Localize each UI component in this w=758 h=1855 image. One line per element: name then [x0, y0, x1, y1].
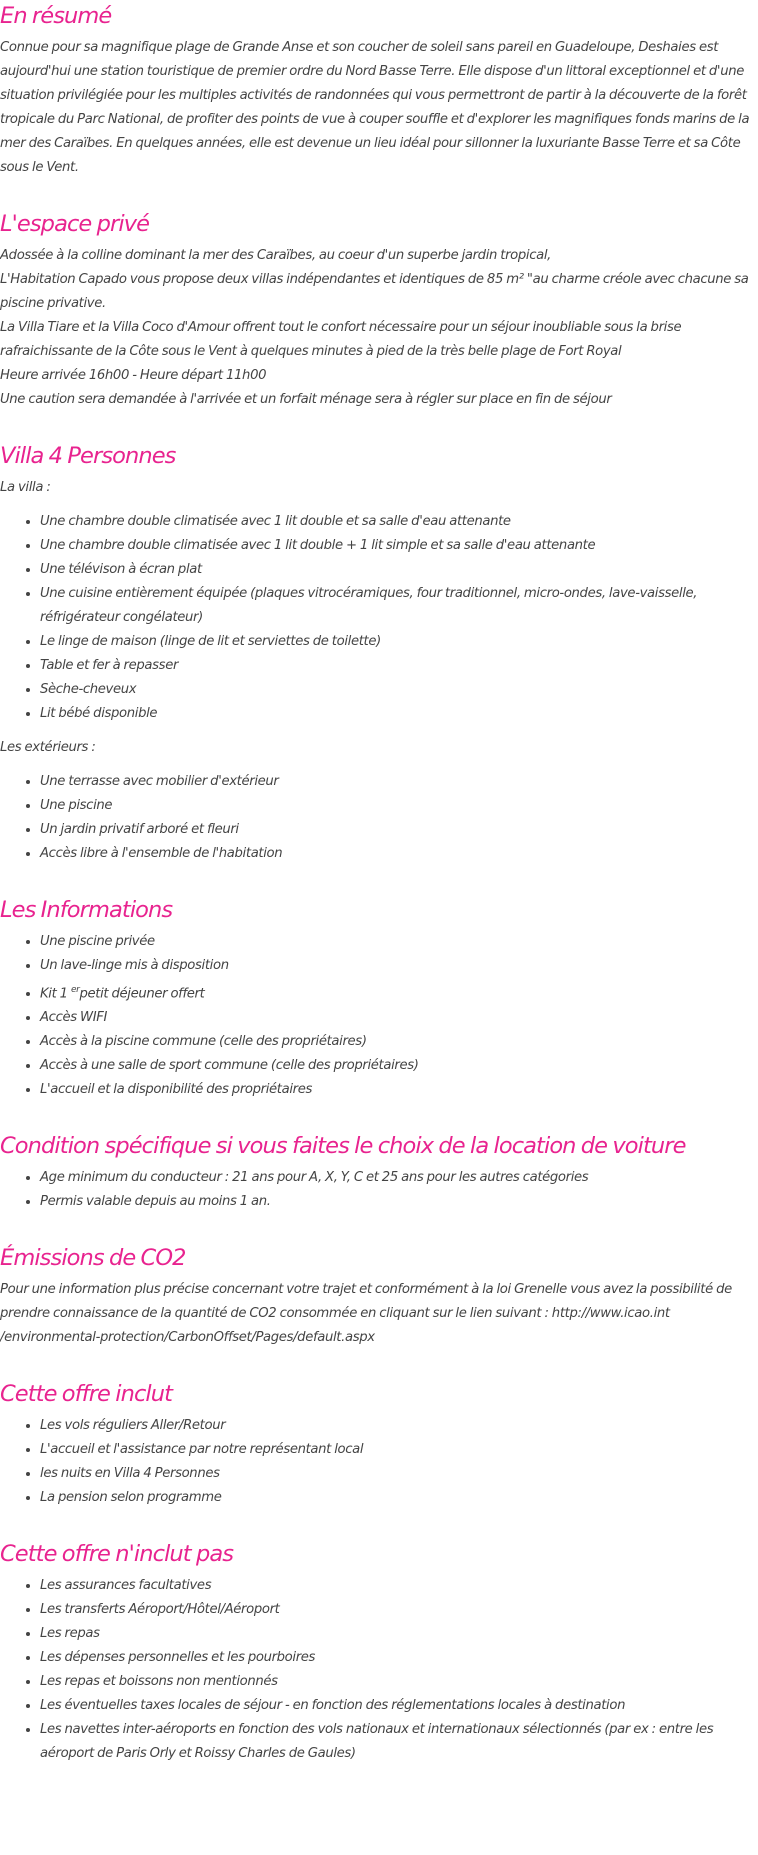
list-item: • Les transferts Aéroport/Hôtel/Aéroport	[40, 1598, 758, 1622]
section-title-espace: L'espace privé	[0, 211, 150, 237]
list-item: • Un jardin privatif arboré et fleuri	[40, 818, 758, 842]
list-item: • les nuits en Villa 4 Personnes	[40, 1462, 758, 1486]
co2-text: Pour une information plus précise concernant votre trajet et conformément à la loi Grenelle vous avez la possibilité de prendre connaissance de la quantité de CO2 consommée en cliquant sur le lien suivant : http://www.icao.int /environmental-protection/CarbonOffset/Pages/default.aspx	[0, 1282, 732, 1346]
list-item: • Sèche-cheveux	[40, 678, 758, 702]
kit-sup: er	[70, 985, 80, 995]
list-item: • L'accueil et l'assistance par notre représentant local	[40, 1438, 758, 1462]
section-title-resume: En résumé	[0, 3, 112, 29]
list-item: • Age minimum du conducteur : 21 ans pour A, X, Y, C et 25 ans pour les autres catégories	[40, 1166, 758, 1190]
list-item: • Permis valable depuis au moins 1 an.	[40, 1190, 758, 1214]
kit-prefix: Kit 1	[40, 986, 68, 1002]
list-item: • Accès libre à l'ensemble de l'habitation	[40, 842, 758, 866]
espace-line: L'Habitation Capado vous propose deux villas indépendantes et identiques de 85 m² "au charme créole avec chacune sa piscine privative.	[0, 272, 749, 311]
condition-list	[0, 1166, 758, 1214]
espace-text	[0, 244, 758, 412]
list-item: • Table et fer à repasser	[40, 654, 758, 678]
inclut-list	[0, 1414, 758, 1510]
section-title-inclut: Cette offre inclut	[0, 1381, 173, 1408]
section-title-condition: Condition spécifique si vous faites le choix de la location de voiture	[0, 1133, 686, 1160]
exclut-list	[0, 1574, 758, 1766]
section-condition-voiture	[0, 1130, 758, 1214]
list-item: • Un lave-linge mis à disposition	[40, 954, 758, 978]
villa-interior-list	[0, 510, 758, 726]
villa-exterior-list	[0, 770, 758, 866]
espace-line: Heure arrivée 16h00 - Heure départ 11h00	[0, 368, 267, 383]
list-item: • Les navettes inter-aéroports en fonction des vols nationaux et internationaux sélectionnés (par ex : entre les aéroport de Paris Orly et Roissy Charles de Gaules)	[40, 1718, 758, 1766]
section-title-co2: Émissions de CO2	[0, 1245, 186, 1272]
section-title-villa: Villa 4 Personnes	[0, 443, 176, 469]
informations-list	[0, 930, 758, 1102]
espace-line: Une caution sera demandée à l'arrivée et un forfait ménage sera à régler sur place en fin de séjour	[0, 392, 612, 407]
section-resume	[0, 0, 758, 180]
list-item: • Les éventuelles taxes locales de séjour - en fonction des réglementations locales à destination	[40, 1694, 758, 1718]
list-item: • Une télévison à écran plat	[40, 558, 758, 582]
espace-line: La Villa Tiare et la Villa Coco d'Amour offrent tout le confort nécessaire pour un séjour inoubliable sous la brise rafraichissante de la Côte sous le Vent à quelques minutes à pied de la très belle plage de Fort Royal	[0, 320, 682, 359]
villa-interior-label: La villa :	[0, 480, 51, 495]
list-item: • Les assurances facultatives	[40, 1574, 758, 1598]
list-item: • Lit bébé disponible	[40, 702, 758, 726]
list-item	[40, 978, 758, 1006]
kit-suffix: petit déjeuner offert	[79, 986, 205, 1002]
section-villa	[0, 440, 758, 866]
list-item: • Les repas	[40, 1622, 758, 1646]
list-item: • Une piscine privée	[40, 930, 758, 954]
list-item: • Les repas et boissons non mentionnés	[40, 1670, 758, 1694]
list-item: • Une chambre double climatisée avec 1 lit double + 1 lit simple et sa salle d'eau attenante	[40, 534, 758, 558]
list-item: • Les dépenses personnelles et les pourboires	[40, 1646, 758, 1670]
list-item: • Une chambre double climatisée avec 1 lit double et sa salle d'eau attenante	[40, 510, 758, 534]
section-espace-prive	[0, 208, 758, 412]
section-exclut	[0, 1538, 758, 1766]
section-title-informations: Les Informations	[0, 897, 173, 923]
espace-line: Adossée à la colline dominant la mer des Caraïbes, au coeur d'un superbe jardin tropical,	[0, 248, 552, 263]
villa-exterior-label: Les extérieurs :	[0, 740, 96, 755]
list-item: • La pension selon programme	[40, 1486, 758, 1510]
list-item: • Une piscine	[40, 794, 758, 818]
list-item: • L'accueil et la disponibilité des propriétaires	[40, 1078, 758, 1102]
section-informations	[0, 894, 758, 1102]
list-item: • Accès WIFI	[40, 1006, 758, 1030]
list-item: • Une cuisine entièrement équipée (plaques vitrocéramiques, four traditionnel, micro-ondes, lave-vaisselle, réfrigérateur congélateur)	[40, 582, 758, 630]
list-item: • Accès à la piscine commune (celle des propriétaires)	[40, 1030, 758, 1054]
list-item: • Une terrasse avec mobilier d'extérieur	[40, 770, 758, 794]
section-inclut	[0, 1378, 758, 1510]
section-title-exclut: Cette offre n'inclut pas	[0, 1541, 234, 1568]
list-item: • Les vols réguliers Aller/Retour	[40, 1414, 758, 1438]
list-item: • Accès à une salle de sport commune (celle des propriétaires)	[40, 1054, 758, 1078]
list-item: • Le linge de maison (linge de lit et serviettes de toilette)	[40, 630, 758, 654]
resume-text: Connue pour sa magnifique plage de Grande Anse et son coucher de soleil sans pareil en Guadeloupe, Deshaies est aujourd'hui une station touristique de premier ordre du Nord Basse Terre. Elle dispose d'un littoral exceptionnel et d'une situation privilégiée pour les multiples activités de randonnées qui vous permettront de partir à la découverte de la forêt tropicale du Parc National, de profiter des points de vue à couper souffle et d'explorer les magnifiques fonds marins de la mer des Caraïbes. En quelques années, elle est devenue un lieu idéal pour sillonner la luxuriante Basse Terre et sa Côte sous le Vent.	[0, 40, 750, 175]
section-co2	[0, 1242, 758, 1350]
